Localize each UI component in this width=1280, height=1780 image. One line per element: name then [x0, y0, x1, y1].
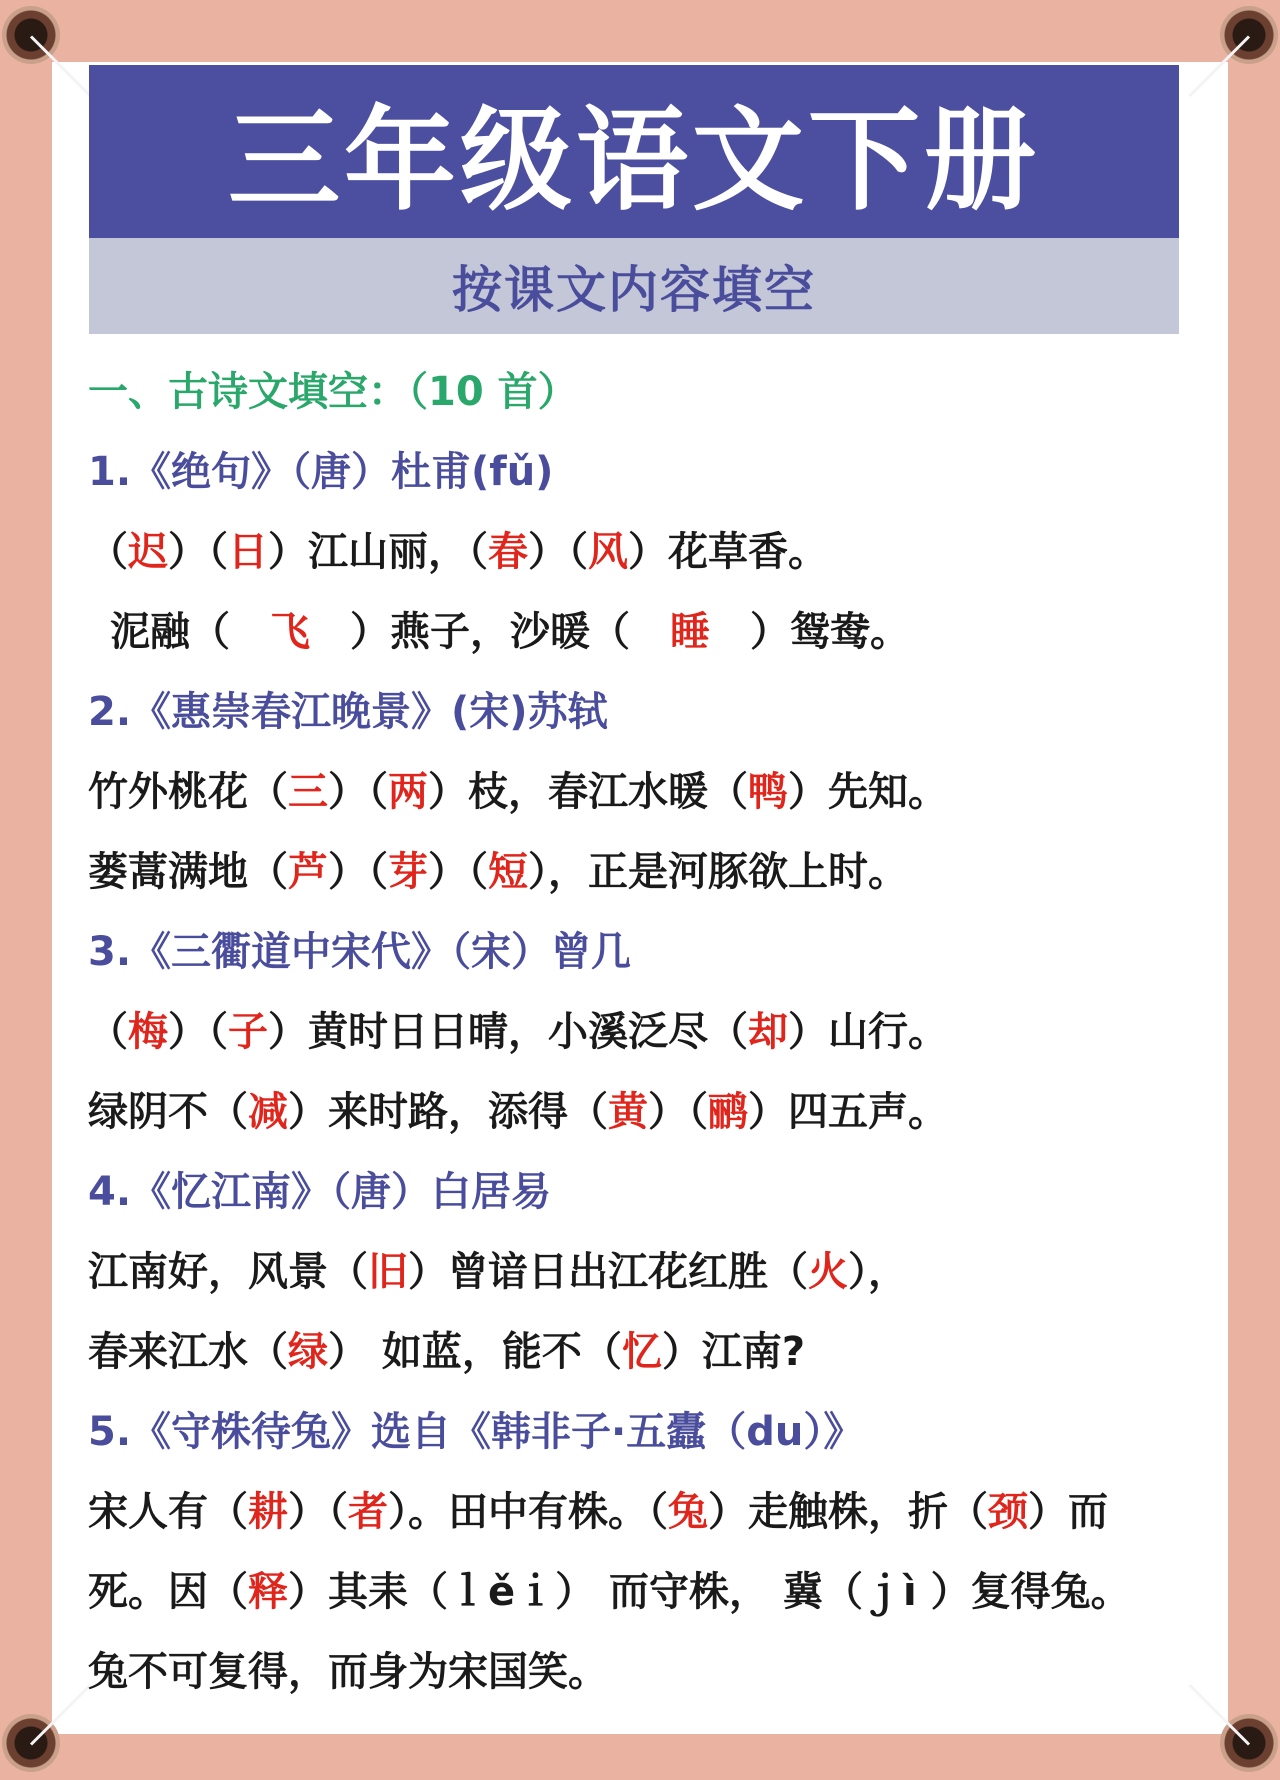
poem-title: 3.《三衢道中宋代》（宋）曾几: [88, 929, 632, 975]
line-text: ）四五声。: [748, 1089, 948, 1135]
answer-text: 风: [588, 529, 628, 575]
answer-text: 者: [348, 1489, 388, 1535]
poem-title: 4.《忆江南》（唐）白居易: [88, 1169, 552, 1215]
line-text: 绿阴不（: [88, 1089, 248, 1135]
poem-title: 5.《守株待兔》选自《韩非子·五蠹（du）》: [88, 1409, 864, 1455]
line-text: ）先知。: [788, 769, 948, 815]
poem-list: [88, 432, 1238, 1712]
poem-line: [88, 1232, 1238, 1312]
answer-text: 火: [808, 1249, 848, 1295]
poem-title: 1.《绝句》（唐）杜甫(fǔ): [88, 449, 554, 495]
content-area: [88, 352, 1238, 1712]
line-text: 兔不可复得，而身为宋国笑。: [88, 1649, 608, 1695]
line-text: ）（: [288, 1489, 348, 1535]
line-text: ）花草香。: [628, 529, 828, 575]
line-text: ）走触株，折（: [708, 1489, 988, 1535]
line-text: ）江南?: [661, 1329, 806, 1375]
line-text: 春来江水（: [88, 1329, 288, 1375]
poem-line: [88, 512, 1238, 592]
poem-line: [88, 1632, 1238, 1712]
line-text: ）（: [328, 769, 388, 815]
answer-text: 日: [228, 529, 268, 575]
line-text: ）（: [648, 1089, 708, 1135]
answer-text: 芽: [388, 849, 428, 895]
answer-text: 绿: [288, 1329, 328, 1375]
answer-text: 迟: [128, 529, 168, 575]
answer-text: 两: [388, 769, 428, 815]
page-title: 三年级语文下册: [89, 65, 1179, 238]
line-text: 江南好，风景（: [88, 1249, 368, 1295]
line-text: ） 如蓝，能不（: [328, 1329, 622, 1375]
line-text: ）来时路，添得（: [288, 1089, 608, 1135]
answer-text: 释: [248, 1569, 288, 1615]
answer-text: 兔: [668, 1489, 708, 1535]
answer-text: 芦: [288, 849, 328, 895]
answer-text: 忆: [621, 1329, 662, 1375]
answer-text: 颈: [988, 1489, 1028, 1535]
line-text: 死。因（: [88, 1569, 248, 1615]
line-text: 蒌蒿满地（: [88, 849, 288, 895]
line-text: ）曾谙日出江花红胜（: [408, 1249, 808, 1295]
line-text: ），正是河豚欲上时。: [528, 849, 908, 895]
answer-text: 春: [488, 529, 528, 575]
poem-line: [88, 1312, 1238, 1392]
line-text: ）山行。: [788, 1009, 948, 1055]
answer-text: 却: [748, 1009, 788, 1055]
answer-text: 梅: [128, 1009, 168, 1055]
answer-text: 短: [488, 849, 528, 895]
poem-line: [88, 992, 1238, 1072]
poem-title: 2.《惠崇春江晚景》(宋)苏轼: [88, 689, 608, 735]
line-text: ）而: [1028, 1489, 1108, 1535]
line-text: ）（: [428, 849, 488, 895]
line-text: ）（: [168, 1009, 228, 1055]
line-text: （: [88, 1009, 128, 1055]
grommet-bottom-left: [2, 1714, 60, 1772]
line-text: 宋人有（: [88, 1489, 248, 1535]
line-text: 竹外桃花（: [88, 769, 288, 815]
line-text: ）（: [328, 849, 388, 895]
poem-line: [88, 1552, 1238, 1632]
answer-text: 耕: [248, 1489, 288, 1535]
poem-line: [88, 752, 1238, 832]
answer-text: 鹂: [708, 1089, 748, 1135]
answer-text: 三: [288, 769, 328, 815]
line-text: ）江山丽，（: [268, 529, 488, 575]
answer-text: 旧: [368, 1249, 408, 1295]
answer-text: 飞: [270, 609, 310, 655]
line-text: ）枝，春江水暖（: [428, 769, 748, 815]
line-text: ）（: [168, 529, 228, 575]
line-text: ）鸳鸯。: [710, 609, 910, 655]
grommet-top-right: [1220, 6, 1278, 64]
answer-text: 鸭: [748, 769, 788, 815]
poem-line: [88, 1472, 1238, 1552]
line-text: ）。田中有株。（: [388, 1489, 668, 1535]
answer-text: 减: [248, 1089, 288, 1135]
line-text: ）（: [528, 529, 588, 575]
answer-text: 黄: [608, 1089, 648, 1135]
line-text: ）黄时日日晴，小溪泛尽（: [268, 1009, 748, 1055]
line-text: 泥融（: [110, 609, 270, 655]
poem-line: [88, 832, 1238, 912]
section-heading: 一、古诗文填空：（10 首）: [88, 369, 578, 415]
line-text: ）燕子，沙暖（: [310, 609, 670, 655]
line-text: ）其耒（ｌěｉ） 而守株， 冀（ｊì ）复得兔。: [288, 1569, 1131, 1615]
line-text: ），: [848, 1249, 908, 1295]
answer-text: 子: [228, 1009, 268, 1055]
page-subtitle: 按课文内容填空: [89, 238, 1179, 334]
line-text: （: [88, 529, 128, 575]
poem-line: [88, 592, 1238, 672]
grommet-top-left: [2, 6, 60, 64]
answer-text: 睡: [670, 609, 710, 655]
poem-line: [88, 1072, 1238, 1152]
grommet-bottom-right: [1220, 1714, 1278, 1772]
